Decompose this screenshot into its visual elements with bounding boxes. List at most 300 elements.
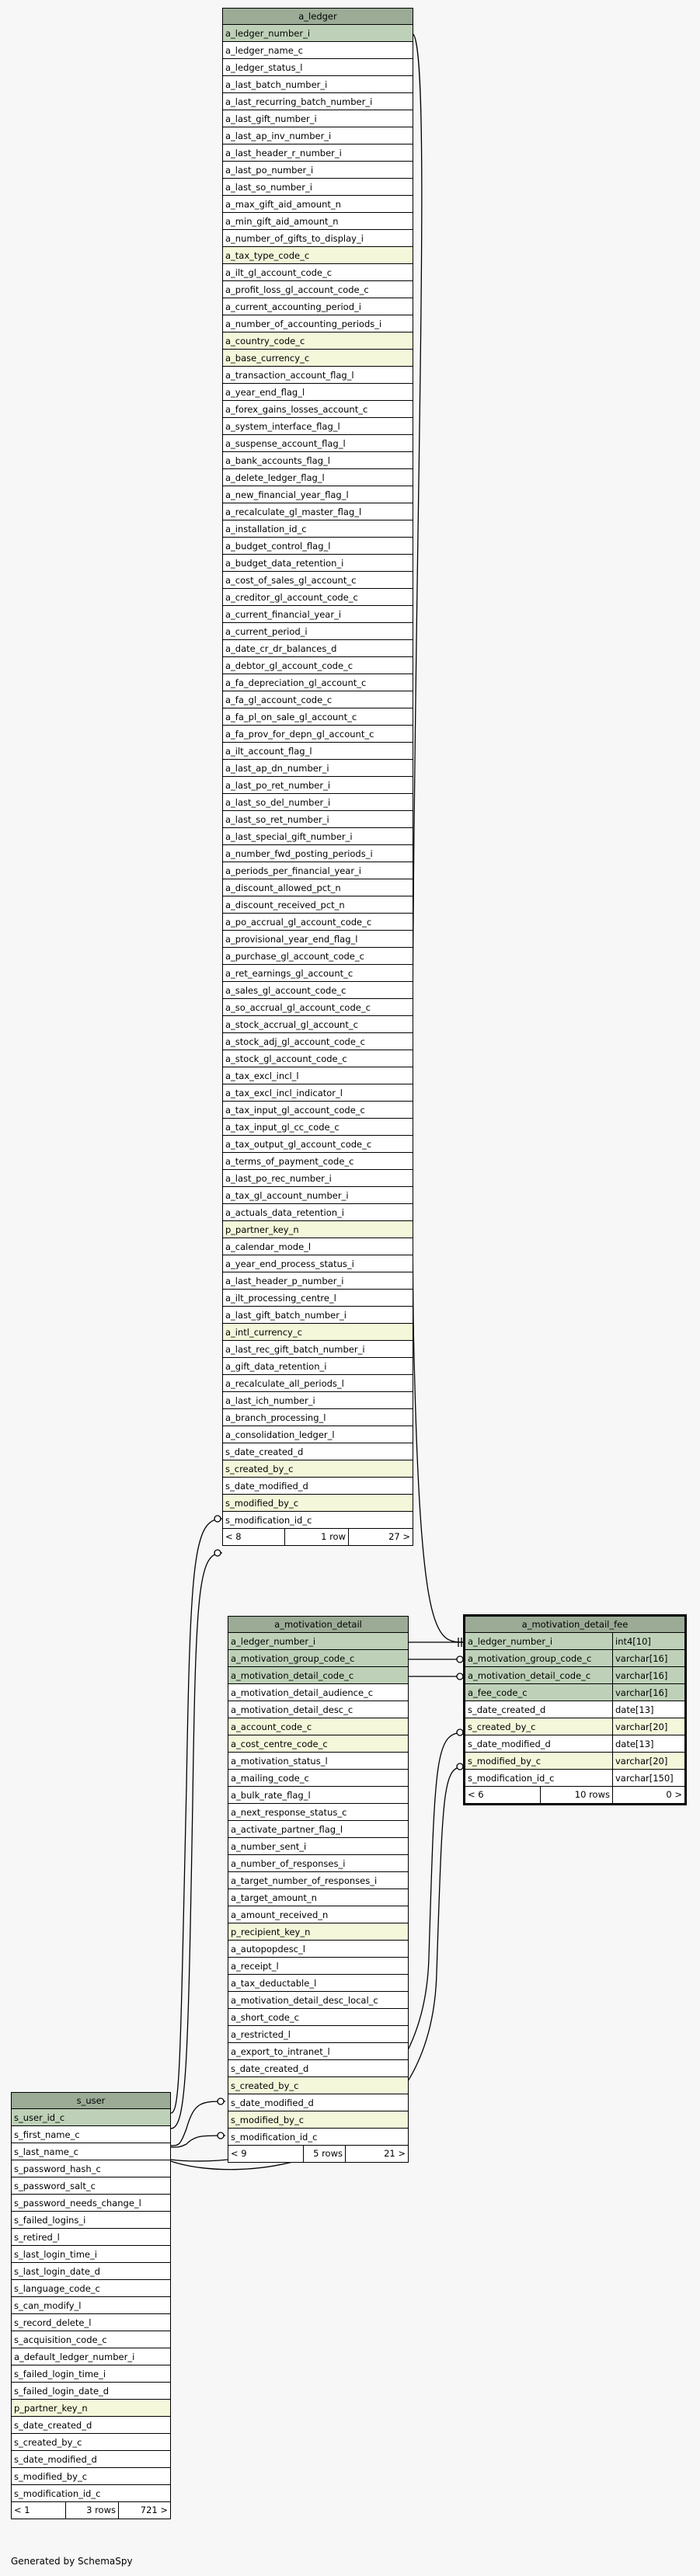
column-name: a_fee_code_c — [465, 1684, 613, 1701]
column-name: a_ledger_status_l — [225, 62, 303, 73]
column-row[interactable] — [223, 247, 413, 264]
column-row[interactable] — [223, 264, 413, 281]
column-row[interactable] — [223, 640, 413, 657]
column-row[interactable] — [223, 1272, 413, 1290]
edge-end-marker — [457, 1763, 463, 1770]
column-name: a_last_so_ret_number_i — [225, 814, 329, 825]
column-row[interactable] — [223, 538, 413, 555]
column-row[interactable] — [12, 2212, 170, 2229]
column-row[interactable] — [223, 657, 413, 674]
column-row[interactable] — [223, 1460, 413, 1478]
column-row[interactable] — [223, 606, 413, 623]
column-name: a_transaction_account_flag_l — [225, 370, 354, 381]
column-name: a_last_ap_inv_number_i — [225, 131, 332, 141]
column-name: s_first_name_c — [14, 2129, 80, 2140]
column-row[interactable] — [223, 1050, 413, 1067]
column-row[interactable] — [223, 144, 413, 162]
child-count[interactable]: 27 > — [388, 1531, 410, 1542]
column-row[interactable] — [228, 1889, 408, 1906]
column-name: a_ledger_name_c — [225, 45, 303, 56]
column-row[interactable] — [223, 1375, 413, 1392]
column-row[interactable] — [228, 1906, 408, 1923]
column-name: a_suspense_account_flag_l — [225, 438, 346, 449]
column-name: a_current_period_i — [225, 626, 308, 637]
column-name: a_ret_earnings_gl_account_c — [225, 968, 353, 979]
column-row[interactable] — [223, 1307, 413, 1324]
column-row[interactable] — [12, 2160, 170, 2177]
column-row[interactable] — [223, 127, 413, 144]
column-row[interactable] — [223, 469, 413, 486]
column-row[interactable] — [223, 1443, 413, 1460]
column-row[interactable] — [223, 982, 413, 999]
column-row[interactable] — [223, 384, 413, 401]
column-row[interactable] — [223, 623, 413, 640]
column-name: a_recalculate_gl_master_flag_l — [225, 506, 362, 517]
column-name: a_tax_gl_account_number_i — [225, 1190, 349, 1201]
column-row[interactable] — [223, 1392, 413, 1409]
table-title[interactable]: s_user — [12, 2093, 170, 2109]
column-name: a_motivation_detail_audience_c — [231, 1687, 374, 1698]
column-name: a_date_cr_dr_balances_d — [225, 643, 337, 654]
column-row[interactable] — [223, 213, 413, 230]
column-row[interactable] — [228, 1804, 408, 1821]
column-name: a_system_interface_flag_l — [225, 421, 340, 432]
column-name: a_bulk_rate_flag_l — [231, 1790, 311, 1801]
parent-count[interactable]: < 1 — [12, 2502, 66, 2519]
column-row[interactable] — [12, 2177, 170, 2195]
column-row[interactable] — [228, 1872, 408, 1889]
column-name: a_bank_accounts_flag_l — [225, 455, 330, 466]
column-name: a_fa_gl_account_code_c — [225, 694, 333, 705]
column-name: a_ilt_gl_account_code_c — [225, 267, 333, 278]
table-footer — [465, 1787, 684, 1803]
column-name: p_partner_key_n — [225, 1224, 299, 1235]
column-name: s_modified_by_c — [14, 2471, 88, 2482]
column-name: a_motivation_detail_code_c — [231, 1670, 354, 1681]
column-row[interactable] — [223, 76, 413, 93]
column-name: a_gift_data_retention_i — [225, 1361, 327, 1372]
column-name: a_recalculate_all_periods_l — [225, 1378, 344, 1389]
column-row[interactable] — [228, 1838, 408, 1855]
column-row[interactable] — [223, 1033, 413, 1050]
column-row[interactable] — [228, 1992, 408, 2009]
column-row[interactable] — [228, 1633, 408, 1650]
column-row[interactable] — [223, 691, 413, 708]
column-row[interactable] — [228, 2060, 408, 2077]
edge-end-marker — [457, 1729, 463, 1735]
edge-end-marker — [457, 1673, 463, 1680]
column-row[interactable] — [228, 1718, 408, 1735]
column-row[interactable] — [12, 2143, 170, 2160]
column-name: a_stock_gl_account_code_c — [225, 1053, 347, 1064]
column-name: a_so_accrual_gl_account_code_c — [225, 1002, 371, 1013]
column-name: a_debtor_gl_account_code_c — [225, 660, 353, 671]
column-row[interactable] — [228, 1684, 408, 1701]
column-name: p_recipient_key_n — [231, 1927, 311, 1937]
column-name: a_discount_received_pct_n — [225, 900, 345, 910]
column-row[interactable] — [465, 1735, 684, 1753]
column-row[interactable] — [465, 1770, 684, 1787]
column-row[interactable] — [228, 1958, 408, 1975]
parent-count[interactable]: < 9 — [228, 2146, 304, 2162]
column-name: a_cost_centre_code_c — [231, 1739, 328, 1749]
column-row[interactable] — [12, 2365, 170, 2383]
column-list — [12, 2109, 170, 2502]
column-name: a_ledger_number_i — [231, 1636, 316, 1647]
column-name: a_last_rec_gift_batch_number_i — [225, 1344, 365, 1355]
column-row[interactable] — [223, 435, 413, 452]
column-row[interactable] — [223, 110, 413, 127]
column-row[interactable] — [223, 1170, 413, 1187]
table-title[interactable]: a_motivation_detail_fee — [465, 1617, 684, 1633]
column-name: a_cost_of_sales_gl_account_c — [225, 575, 357, 586]
column-row[interactable] — [12, 2383, 170, 2400]
column-row[interactable] — [223, 931, 413, 948]
column-name: a_number_sent_i — [231, 1841, 307, 1852]
column-name: s_last_name_c — [14, 2146, 78, 2157]
column-row[interactable] — [223, 1067, 413, 1084]
column-name: a_fa_pl_on_sale_gl_account_c — [225, 712, 357, 722]
column-row[interactable] — [228, 1855, 408, 1872]
column-row[interactable] — [223, 1478, 413, 1495]
column-name: a_forex_gains_losses_account_c — [225, 404, 368, 415]
column-name: a_delete_ledger_flag_l — [225, 472, 325, 483]
column-name: a_last_ich_number_i — [225, 1395, 315, 1406]
column-name: a_tax_output_gl_account_code_c — [225, 1139, 372, 1150]
column-name: a_country_code_c — [225, 336, 305, 346]
column-row[interactable] — [223, 1221, 413, 1238]
column-name: a_activate_partner_flag_l — [231, 1824, 343, 1835]
parent-count[interactable]: < 6 — [465, 1787, 541, 1803]
column-name: s_modification_id_c — [231, 2132, 318, 2143]
column-name: a_mailing_code_c — [231, 1773, 309, 1784]
column-name: a_current_accounting_period_i — [225, 301, 361, 312]
column-row[interactable] — [223, 589, 413, 606]
column-name: a_tax_type_code_c — [225, 250, 310, 261]
column-row[interactable] — [223, 914, 413, 931]
column-row[interactable] — [228, 2129, 408, 2146]
edge-detail-modified-to-user — [171, 2136, 225, 2147]
column-row[interactable] — [12, 2246, 170, 2263]
column-name: s_date_modified_d — [465, 1735, 613, 1752]
column-row[interactable] — [223, 179, 413, 196]
column-row[interactable] — [223, 879, 413, 896]
column-row[interactable] — [223, 777, 413, 794]
column-row[interactable] — [228, 1770, 408, 1787]
column-name: s_modification_id_c — [14, 2488, 101, 2499]
column-row[interactable] — [223, 418, 413, 435]
table-title[interactable]: a_motivation_detail — [228, 1617, 408, 1633]
column-type: varchar[20] — [615, 1721, 668, 1732]
column-name: a_tax_excl_incl_l — [225, 1070, 299, 1081]
column-name: s_date_created_d — [14, 2420, 92, 2431]
column-row[interactable] — [228, 1735, 408, 1753]
column-row[interactable] — [223, 1102, 413, 1119]
column-name: s_record_delete_l — [14, 2317, 92, 2328]
column-type: int4[10] — [615, 1636, 651, 1647]
column-row[interactable] — [223, 25, 413, 42]
column-row[interactable] — [223, 401, 413, 418]
column-type: date[13] — [615, 1739, 654, 1749]
column-name: s_language_code_c — [14, 2283, 100, 2294]
column-row[interactable] — [223, 572, 413, 589]
column-row[interactable] — [223, 726, 413, 743]
column-row[interactable] — [228, 1650, 408, 1667]
column-row[interactable] — [228, 1701, 408, 1718]
column-row[interactable] — [223, 1204, 413, 1221]
column-name: a_motivation_status_l — [231, 1756, 328, 1767]
row-count: 10 rows — [541, 1787, 613, 1803]
column-row[interactable] — [223, 350, 413, 367]
column-row[interactable] — [223, 503, 413, 520]
column-name: a_periods_per_financial_year_i — [225, 865, 362, 876]
column-name: a_number_fwd_posting_periods_i — [225, 848, 373, 859]
child-count[interactable]: 721 > — [140, 2505, 168, 2515]
column-name: a_current_financial_year_i — [225, 609, 342, 620]
column-name: a_autopopdesc_l — [231, 1944, 305, 1955]
edge-end-marker — [218, 2132, 224, 2139]
child-count[interactable]: 21 > — [384, 2148, 406, 2159]
column-row[interactable] — [228, 2094, 408, 2111]
column-row[interactable] — [223, 1290, 413, 1307]
column-name: a_budget_control_flag_l — [225, 541, 331, 552]
row-count: 1 row — [285, 1529, 349, 1545]
column-row[interactable] — [223, 828, 413, 845]
column-row[interactable] — [223, 811, 413, 828]
column-row[interactable] — [465, 1667, 684, 1684]
column-row[interactable] — [223, 162, 413, 179]
column-name: a_last_po_number_i — [225, 165, 314, 176]
column-name: a_short_code_c — [231, 2012, 299, 2023]
table-a-motivation-detail[interactable] — [228, 1616, 409, 2163]
column-row[interactable] — [465, 1633, 684, 1650]
column-name: a_account_code_c — [231, 1721, 312, 1732]
column-row[interactable] — [12, 2280, 170, 2297]
column-row[interactable] — [228, 1975, 408, 1992]
column-name: a_default_ledger_number_i — [14, 2351, 135, 2362]
column-row[interactable] — [12, 2314, 170, 2331]
column-row[interactable] — [12, 2348, 170, 2365]
table-a-ledger[interactable] — [222, 8, 413, 1546]
column-row[interactable] — [223, 486, 413, 503]
column-row[interactable] — [228, 1753, 408, 1770]
column-name: a_motivation_detail_desc_local_c — [231, 1995, 378, 2006]
column-row[interactable] — [223, 298, 413, 315]
child-count[interactable]: 0 > — [666, 1789, 682, 1800]
column-name: a_installation_id_c — [225, 524, 307, 534]
column-row[interactable] — [223, 1255, 413, 1272]
column-row[interactable] — [223, 1119, 413, 1136]
row-count: 5 rows — [304, 2146, 346, 2162]
column-name: s_retired_l — [14, 2232, 60, 2243]
column-row[interactable] — [12, 2434, 170, 2451]
column-name: a_motivation_group_code_c — [465, 1650, 613, 1666]
column-row[interactable] — [465, 1701, 684, 1718]
column-name: a_intl_currency_c — [225, 1327, 302, 1338]
column-row[interactable] — [223, 42, 413, 59]
column-row[interactable] — [228, 1941, 408, 1958]
column-name: a_tax_excl_incl_indicator_l — [225, 1088, 343, 1098]
column-row[interactable] — [228, 1821, 408, 1838]
column-row[interactable] — [12, 2195, 170, 2212]
column-row[interactable] — [223, 59, 413, 76]
column-name: s_created_by_c — [14, 2437, 82, 2448]
column-name: a_ledger_number_i — [465, 1633, 613, 1649]
column-row[interactable] — [223, 1187, 413, 1204]
column-name: a_last_recurring_batch_number_i — [225, 96, 373, 107]
column-row[interactable] — [465, 1650, 684, 1667]
column-name: s_date_modified_d — [225, 1481, 308, 1492]
column-name: a_fa_depreciation_gl_account_c — [225, 677, 367, 688]
column-row[interactable] — [12, 2109, 170, 2126]
column-name: a_stock_accrual_gl_account_c — [225, 1019, 358, 1030]
column-name: a_motivation_group_code_c — [231, 1653, 355, 1664]
column-row[interactable] — [223, 1153, 413, 1170]
column-name: a_provisional_year_end_flag_l — [225, 934, 358, 945]
column-row[interactable] — [223, 999, 413, 1016]
column-name: a_last_ap_dn_number_i — [225, 763, 329, 774]
column-row[interactable] — [12, 2297, 170, 2314]
column-name: a_stock_adj_gl_account_code_c — [225, 1036, 365, 1047]
column-name: a_discount_allowed_pct_n — [225, 882, 341, 893]
column-row[interactable] — [223, 1016, 413, 1033]
column-name: s_created_by_c — [465, 1718, 613, 1735]
column-row[interactable] — [12, 2417, 170, 2434]
column-row[interactable] — [223, 1512, 413, 1529]
column-row[interactable] — [12, 2263, 170, 2280]
column-name: s_can_modify_l — [14, 2300, 82, 2311]
column-row[interactable] — [223, 896, 413, 914]
column-name: a_sales_gl_account_code_c — [225, 985, 347, 996]
column-row[interactable] — [223, 520, 413, 538]
column-type: varchar[20] — [615, 1756, 668, 1767]
column-row[interactable] — [228, 2077, 408, 2094]
column-row[interactable] — [228, 1787, 408, 1804]
column-row[interactable] — [223, 743, 413, 760]
column-row[interactable] — [223, 1358, 413, 1375]
column-name: s_date_created_d — [231, 2063, 309, 2074]
column-name: a_new_financial_year_flag_l — [225, 489, 349, 500]
column-row[interactable] — [12, 2331, 170, 2348]
column-row[interactable] — [223, 452, 413, 469]
column-name: a_purchase_gl_account_code_c — [225, 951, 364, 962]
column-row[interactable] — [12, 2400, 170, 2417]
table-title[interactable]: a_ledger — [223, 9, 413, 25]
column-row[interactable] — [223, 367, 413, 384]
column-name: a_last_gift_batch_number_i — [225, 1310, 347, 1321]
column-row[interactable] — [223, 948, 413, 965]
column-name: s_date_modified_d — [14, 2454, 97, 2465]
column-row[interactable] — [223, 862, 413, 879]
column-row[interactable] — [228, 2026, 408, 2043]
column-row[interactable] — [465, 1684, 684, 1701]
column-row[interactable] — [223, 965, 413, 982]
column-row[interactable] — [223, 1426, 413, 1443]
column-name: s_modification_id_c — [225, 1515, 312, 1526]
column-name: a_target_amount_n — [231, 1892, 317, 1903]
column-name: a_max_gift_aid_amount_n — [225, 199, 341, 210]
column-name: s_date_modified_d — [231, 2097, 314, 2108]
generated-by-label: Generated by SchemaSpy — [11, 2556, 133, 2567]
column-name: a_creditor_gl_account_code_c — [225, 592, 358, 603]
column-row[interactable] — [228, 1667, 408, 1684]
column-name: s_modified_by_c — [225, 1498, 299, 1509]
column-row[interactable] — [228, 2043, 408, 2060]
column-row[interactable] — [12, 2229, 170, 2246]
column-row[interactable] — [12, 2126, 170, 2143]
column-name: s_failed_logins_i — [14, 2215, 86, 2226]
column-row[interactable] — [223, 196, 413, 213]
column-row[interactable] — [223, 1238, 413, 1255]
column-name: s_created_by_c — [225, 1464, 294, 1474]
column-row[interactable] — [223, 230, 413, 247]
column-name: s_user_id_c — [14, 2112, 65, 2123]
table-footer — [12, 2502, 170, 2519]
column-name: a_export_to_intranet_l — [231, 2046, 330, 2057]
column-row[interactable] — [12, 2451, 170, 2468]
column-row[interactable] — [223, 674, 413, 691]
column-row[interactable] — [223, 1324, 413, 1341]
column-row[interactable] — [223, 332, 413, 350]
column-name: s_password_salt_c — [14, 2181, 96, 2191]
table-s-user[interactable] — [11, 2092, 171, 2519]
column-row[interactable] — [228, 1923, 408, 1941]
column-row[interactable] — [223, 555, 413, 572]
column-row[interactable] — [223, 1084, 413, 1102]
column-type: varchar[150] — [615, 1773, 674, 1784]
column-name: s_date_created_d — [225, 1446, 304, 1457]
column-row[interactable] — [223, 1409, 413, 1426]
table-footer — [223, 1529, 413, 1545]
column-row[interactable] — [223, 1341, 413, 1358]
column-name: a_last_header_r_number_i — [225, 148, 342, 158]
column-row[interactable] — [223, 1495, 413, 1512]
column-row[interactable] — [223, 794, 413, 811]
column-row[interactable] — [223, 708, 413, 726]
column-list — [465, 1633, 684, 1787]
column-name: a_tax_input_gl_cc_code_c — [225, 1122, 340, 1133]
table-a-motivation-detail-fee[interactable] — [463, 1614, 687, 1805]
column-name: a_budget_data_retention_i — [225, 558, 344, 569]
column-row[interactable] — [223, 315, 413, 332]
column-row[interactable] — [12, 2468, 170, 2485]
parent-count[interactable]: < 8 — [223, 1529, 285, 1545]
column-name: a_number_of_accounting_periods_i — [225, 319, 382, 329]
column-name: a_last_so_del_number_i — [225, 797, 331, 808]
column-name: s_modified_by_c — [231, 2115, 305, 2125]
column-row[interactable] — [12, 2485, 170, 2502]
column-name: a_year_end_process_status_i — [225, 1258, 354, 1269]
column-row[interactable] — [228, 2009, 408, 2026]
column-row[interactable] — [223, 845, 413, 862]
column-name: a_receipt_l — [231, 1961, 279, 1972]
column-name: a_calendar_mode_l — [225, 1241, 312, 1252]
column-row[interactable] — [465, 1718, 684, 1735]
column-row[interactable] — [223, 1136, 413, 1153]
column-name: a_po_accrual_gl_account_code_c — [225, 917, 372, 928]
column-name: p_partner_key_n — [14, 2403, 88, 2414]
column-row[interactable] — [223, 93, 413, 110]
edge-end-marker — [457, 1656, 463, 1662]
column-row[interactable] — [465, 1753, 684, 1770]
column-name: s_password_needs_change_l — [14, 2198, 141, 2209]
edge-ledger-created-to-user — [171, 1519, 222, 2113]
column-row[interactable] — [223, 281, 413, 298]
column-row[interactable] — [223, 760, 413, 777]
column-name: s_last_login_date_d — [14, 2266, 100, 2277]
column-name: a_last_po_rec_number_i — [225, 1173, 332, 1184]
column-row[interactable] — [228, 2111, 408, 2129]
